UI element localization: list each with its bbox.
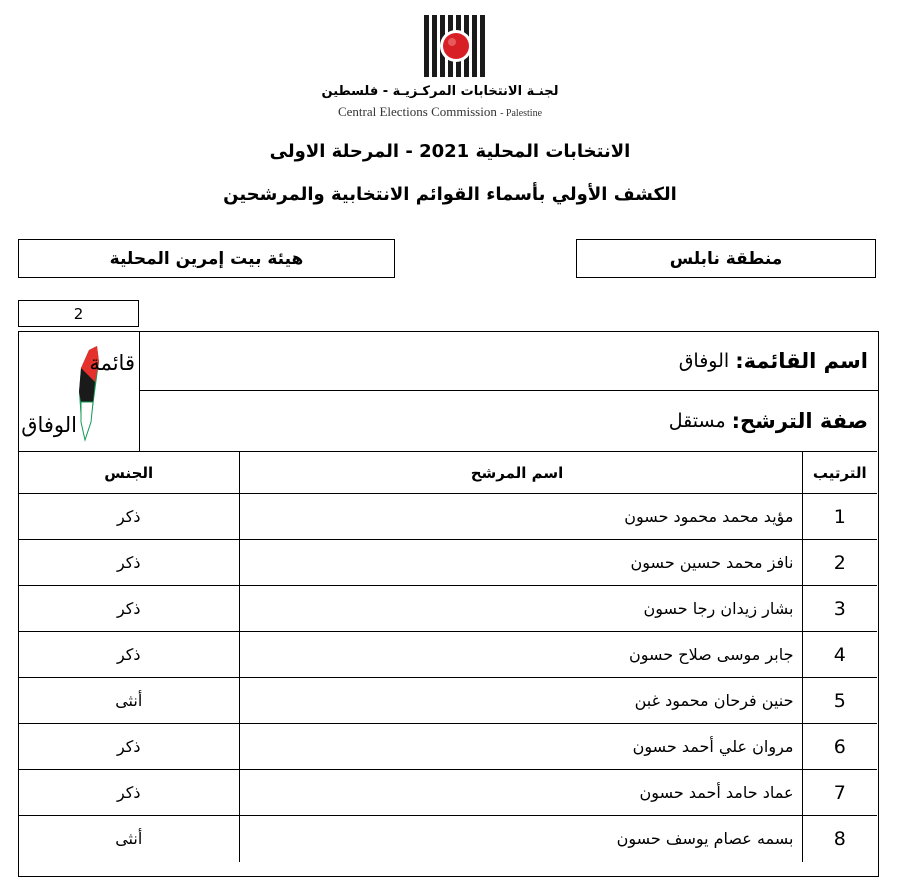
row-candidate-name: مؤيد محمد محمود حسون <box>239 494 802 540</box>
row-order: 2 <box>802 540 877 586</box>
table-row <box>19 816 877 862</box>
row-gender: ذكر <box>19 724 239 770</box>
table-row <box>19 494 877 540</box>
document-title: الانتخابات المحلية 2021 - المرحلة الاولى <box>269 141 631 162</box>
table-row <box>19 632 877 678</box>
region-box: منطقة نابلس <box>576 239 876 278</box>
row-gender: أنثى <box>19 678 239 724</box>
table-row <box>19 770 877 816</box>
row-gender: أنثى <box>19 816 239 862</box>
row-candidate-name: نافز محمد حسين حسون <box>239 540 802 586</box>
document-subtitle: الكشف الأولي بأسماء القوائم الانتخابية والمرشحين <box>223 184 677 205</box>
row-order: 6 <box>802 724 877 770</box>
list-name-label: اسم القائمة: <box>735 349 868 373</box>
list-emblem <box>19 332 140 451</box>
header-gender: الجنس <box>19 452 239 494</box>
row-gender: ذكر <box>19 540 239 586</box>
org-name-english <box>300 104 580 120</box>
row-candidate-name: حنين فرحان محمود غبن <box>239 678 802 724</box>
list-name-row <box>140 332 878 391</box>
row-candidate-name: بسمه عصام يوسف حسون <box>239 816 802 862</box>
row-order: 7 <box>802 770 877 816</box>
row-order: 1 <box>802 494 877 540</box>
candidacy-type-value: مستقل <box>668 409 726 432</box>
table-header-row <box>19 452 877 494</box>
row-candidate-name: عماد حامد أحمد حسون <box>239 770 802 816</box>
org-name-arabic: لجنـة الانتخابات المركـزيـة - فلسطين <box>321 84 559 99</box>
row-candidate-name: جابر موسى صلاح حسون <box>239 632 802 678</box>
row-gender: ذكر <box>19 632 239 678</box>
row-candidate-name: بشار زيدان رجا حسون <box>239 586 802 632</box>
table-row <box>19 724 877 770</box>
row-order: 8 <box>802 816 877 862</box>
row-candidate-name: مروان علي أحمد حسون <box>239 724 802 770</box>
emblem-text-top: قائمة <box>89 351 135 375</box>
cec-logo-icon <box>424 15 488 77</box>
row-gender: ذكر <box>19 494 239 540</box>
row-order: 5 <box>802 678 877 724</box>
row-order: 3 <box>802 586 877 632</box>
emblem-text-bottom: الوفاق <box>21 413 77 437</box>
list-name-value: الوفاق <box>678 350 730 372</box>
list-number-box: 2 <box>18 300 139 327</box>
header-candidate-name: اسم المرشح <box>239 452 802 494</box>
table-row <box>19 540 877 586</box>
table-row <box>19 586 877 632</box>
candidates-table <box>19 451 877 862</box>
council-box: هيئة بيت إمرين المحلية <box>18 239 395 278</box>
candidacy-type-row <box>140 391 878 450</box>
org-name-english-suffix: - Palestine <box>500 108 543 119</box>
candidacy-type-label: صفة الترشح: <box>731 408 868 433</box>
row-order: 4 <box>802 632 877 678</box>
list-frame <box>18 331 879 877</box>
header-order: الترتيب <box>802 452 877 494</box>
table-row <box>19 678 877 724</box>
row-gender: ذكر <box>19 770 239 816</box>
org-name-english-main: Central Elections Commission <box>337 104 497 119</box>
row-gender: ذكر <box>19 586 239 632</box>
palestine-map-icon <box>19 332 138 449</box>
